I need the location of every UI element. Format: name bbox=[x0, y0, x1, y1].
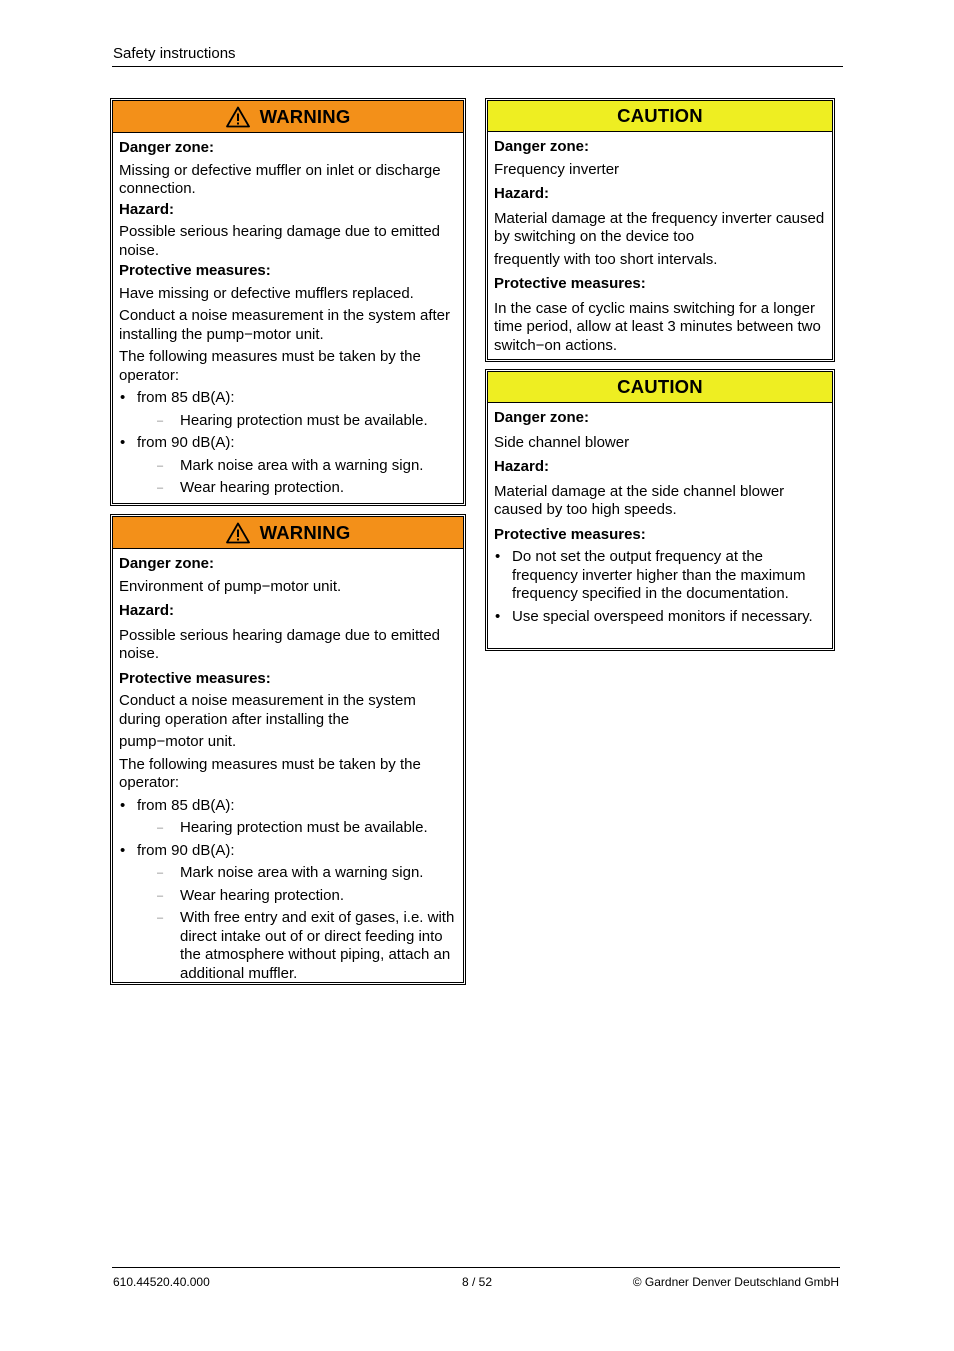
warning-title: WARNING bbox=[259, 105, 351, 127]
danger-zone-text: Environment of pump−motor unit. bbox=[119, 577, 342, 595]
hazard-label: Hazard: bbox=[119, 602, 175, 619]
caution-title: CAUTION bbox=[617, 105, 703, 126]
document-number: 610.44520.40.000 bbox=[113, 1275, 210, 1289]
danger-zone-label: Danger zone: bbox=[119, 139, 215, 156]
bullet-list bbox=[494, 548, 826, 626]
page-number: 8 / 52 bbox=[461, 1275, 493, 1289]
hazard-text: Possible serious hearing damage due to emitted noise. bbox=[119, 626, 441, 662]
measure-text: pump−motor unit. bbox=[119, 733, 237, 750]
caution-box-frequency-inverter bbox=[485, 98, 835, 362]
list-item: – With free entry and exit of gases, i.e. with direct intake out of or direct feeding into the atmosphere without piping, attach an additional muffler. bbox=[137, 909, 457, 983]
list-item: • from 90 dB(A): – Mark noise area with a warning sign. – Wear hearing protection. – With free entry and exit of gases, i.e. with direct intake out of or direct feeding into the atmosphere without piping, attach an additional muffler. bbox=[119, 842, 457, 984]
hazard-text: Material damage at the side channel blower caused by too high speeds. bbox=[494, 482, 785, 518]
warning-triangle-icon bbox=[226, 106, 250, 128]
measure-text: In the case of cyclic mains switching for a longer time period, allow at least 3 minutes between two switch−on actions. bbox=[494, 299, 821, 354]
caution-box-side-channel-blower bbox=[485, 369, 835, 651]
measure-text: Conduct a noise measurement in the system during operation after installing the bbox=[119, 692, 416, 728]
dash-list bbox=[137, 819, 457, 838]
hazard-text: Material damage at the frequency inverter caused by switching on the device too bbox=[494, 209, 825, 245]
measure-text: Have missing or defective mufflers replaced. bbox=[119, 284, 414, 302]
list-item: • from 90 dB(A): – Mark noise area with a warning sign. – Wear hearing protection. bbox=[119, 434, 457, 498]
warning-title: WARNING bbox=[259, 521, 351, 543]
list-item: – Mark noise area with a warning sign. bbox=[137, 864, 457, 883]
protective-measures-label: Protective measures: bbox=[494, 525, 646, 543]
list-item: – Wear hearing protection. bbox=[137, 887, 457, 906]
danger-zone-text: Missing or defective muffler on inlet or discharge connection. bbox=[119, 161, 441, 197]
dash-list bbox=[137, 864, 457, 983]
copyright-notice: © Gardner Denver Deutschland GmbH bbox=[632, 1275, 839, 1289]
danger-zone-label: Danger zone: bbox=[119, 555, 215, 572]
hazard-label: Hazard: bbox=[494, 458, 550, 475]
hazard-text: frequently with too short intervals. bbox=[494, 250, 718, 268]
danger-zone-label: Danger zone: bbox=[494, 409, 590, 426]
warning-triangle-icon bbox=[226, 522, 250, 544]
protective-measures-label: Protective measures: bbox=[119, 669, 271, 687]
page-header-title: Safety instructions bbox=[113, 45, 236, 62]
header-divider bbox=[112, 66, 843, 67]
list-item: – Hearing protection must be available. bbox=[137, 819, 457, 838]
footer-divider bbox=[112, 1267, 840, 1268]
warning-header bbox=[113, 517, 463, 549]
caution-title: CAUTION bbox=[617, 376, 703, 397]
dash-list bbox=[137, 457, 457, 498]
danger-zone-text: Side channel blower bbox=[494, 433, 630, 451]
list-item: – Hearing protection must be available. bbox=[137, 412, 457, 431]
list-item: • from 85 dB(A): – Hearing protection must be available. bbox=[119, 389, 457, 430]
caution-header bbox=[488, 372, 832, 403]
bullet-list bbox=[119, 389, 457, 498]
list-item: • Do not set the output frequency at the frequency inverter higher than the maximum frequency specified in the documentation. bbox=[494, 548, 826, 604]
danger-zone-label: Danger zone: bbox=[494, 138, 590, 155]
measure-text: The following measures must be taken by the operator: bbox=[119, 755, 421, 791]
protective-measures-label: Protective measures: bbox=[119, 262, 271, 279]
protective-measures-label: Protective measures: bbox=[494, 275, 646, 292]
hazard-text: Possible serious hearing damage due to emitted noise. bbox=[119, 223, 441, 259]
caution-header bbox=[488, 101, 832, 132]
bullet-list bbox=[119, 797, 457, 984]
list-item: – Mark noise area with a warning sign. bbox=[137, 457, 457, 476]
list-item: • from 85 dB(A): – Hearing protection must be available. bbox=[119, 797, 457, 838]
measure-text: Conduct a noise measurement in the system after installing the pump−motor unit. bbox=[119, 307, 450, 343]
warning-box-muffler bbox=[110, 98, 466, 506]
hazard-label: Hazard: bbox=[494, 185, 550, 202]
measure-text: The following measures must be taken by the operator: bbox=[119, 348, 421, 384]
warning-box-environment bbox=[110, 514, 466, 985]
list-item: • Use special overspeed monitors if necessary. bbox=[494, 608, 826, 627]
hazard-label: Hazard: bbox=[119, 200, 175, 218]
danger-zone-text: Frequency inverter bbox=[494, 160, 620, 178]
list-item: – Wear hearing protection. bbox=[137, 479, 457, 498]
warning-header bbox=[113, 101, 463, 133]
dash-list bbox=[137, 412, 457, 431]
